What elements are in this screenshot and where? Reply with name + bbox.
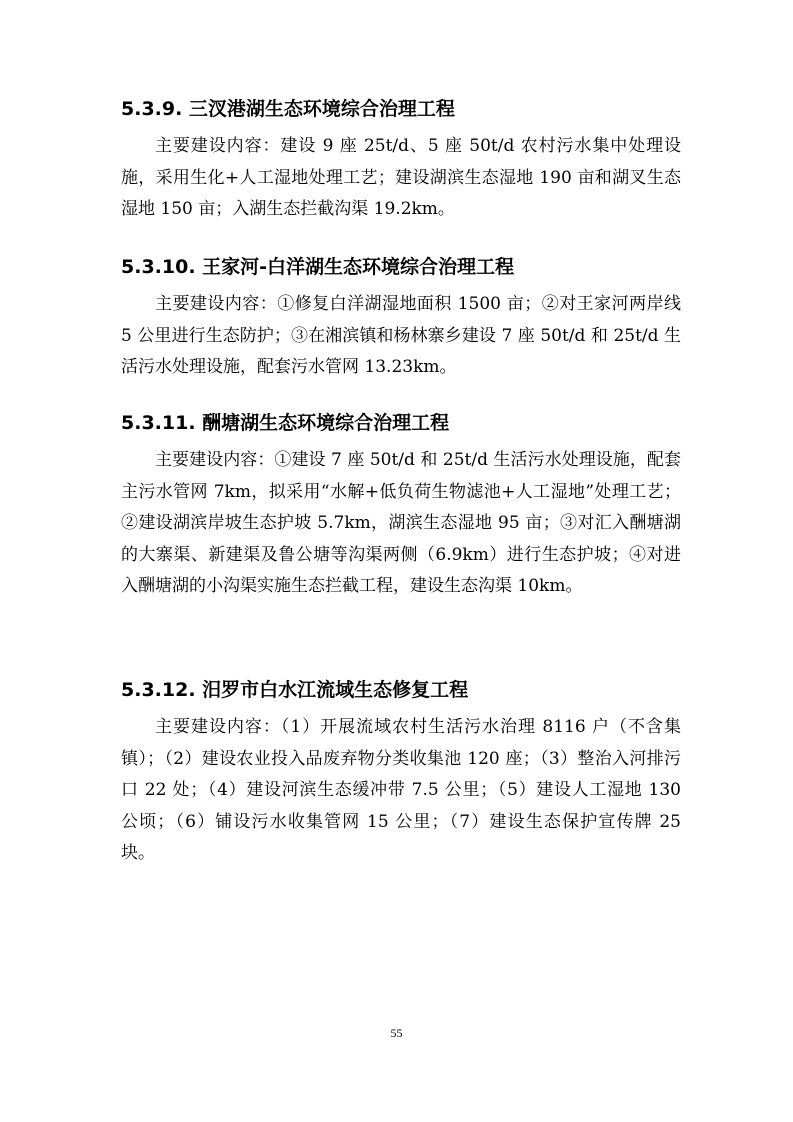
section-heading: 5.3.12. 汨罗市白水江流域生态修复工程 xyxy=(121,679,469,701)
section-5-3-12 xyxy=(121,678,681,870)
page-number: 55 xyxy=(390,1026,403,1040)
section-body: 主要建设内容：（1）开展流域农村生活污水治理 8116 户（不含集镇）；（2）建设农业投入品废弃物分类收集池 120 座；（3）整治入河排污口 22 处；（4）建设河滨生态缓冲带 7.5 公里；（5）建设人工湿地 130 公顷；（6）铺设污水收集管网 15 公里；（7）建设生态保护宣传牌 25 块。 xyxy=(121,717,681,863)
section-body: 主要建设内容：①修复白洋湖湿地面积 1500 亩；②对王家河两岸线 5 公里进行生态防护；③在湘滨镇和杨林寨乡建设 7 座 50t/d 和 25t/d 生活污水处理设施，配套污水管网 13.23km。 xyxy=(121,294,681,377)
section-body: 主要建设内容：建设 9 座 25t/d、5 座 50t/d 农村污水集中处理设施，采用生化+人工湿地处理工艺；建设湖滨生态湿地 190 亩和湖叉生态湿地 150 亩；入湖生态拦截沟渠 19.2km。 xyxy=(121,136,681,219)
section-5-3-11 xyxy=(121,411,681,603)
section-heading: 5.3.10. 王家河-白洋湖生态环境综合治理工程 xyxy=(121,256,515,278)
section-5-3-9 xyxy=(121,97,681,226)
section-heading: 5.3.9. 三汊港湖生态环境综合治理工程 xyxy=(121,98,455,120)
section-5-3-10 xyxy=(121,255,681,384)
section-body: 主要建设内容：①建设 7 座 50t/d 和 25t/d 生活污水处理设施，配套主污水管网 7km，拟采用“水解+低负荷生物滤池+人工湿地”处理工艺；②建设湖滨岸坡生态护坡 5.7km，湖滨生态湿地 95 亩；③对汇入酬塘湖的大寨渠、新建渠及鲁公塘等沟渠两侧（6.9km）进行生态护坡；④对进入酬塘湖的小沟渠实施生态拦截工程，建设生态沟渠 10km。 xyxy=(121,450,681,596)
section-heading: 5.3.11. 酬塘湖生态环境综合治理工程 xyxy=(121,412,450,434)
